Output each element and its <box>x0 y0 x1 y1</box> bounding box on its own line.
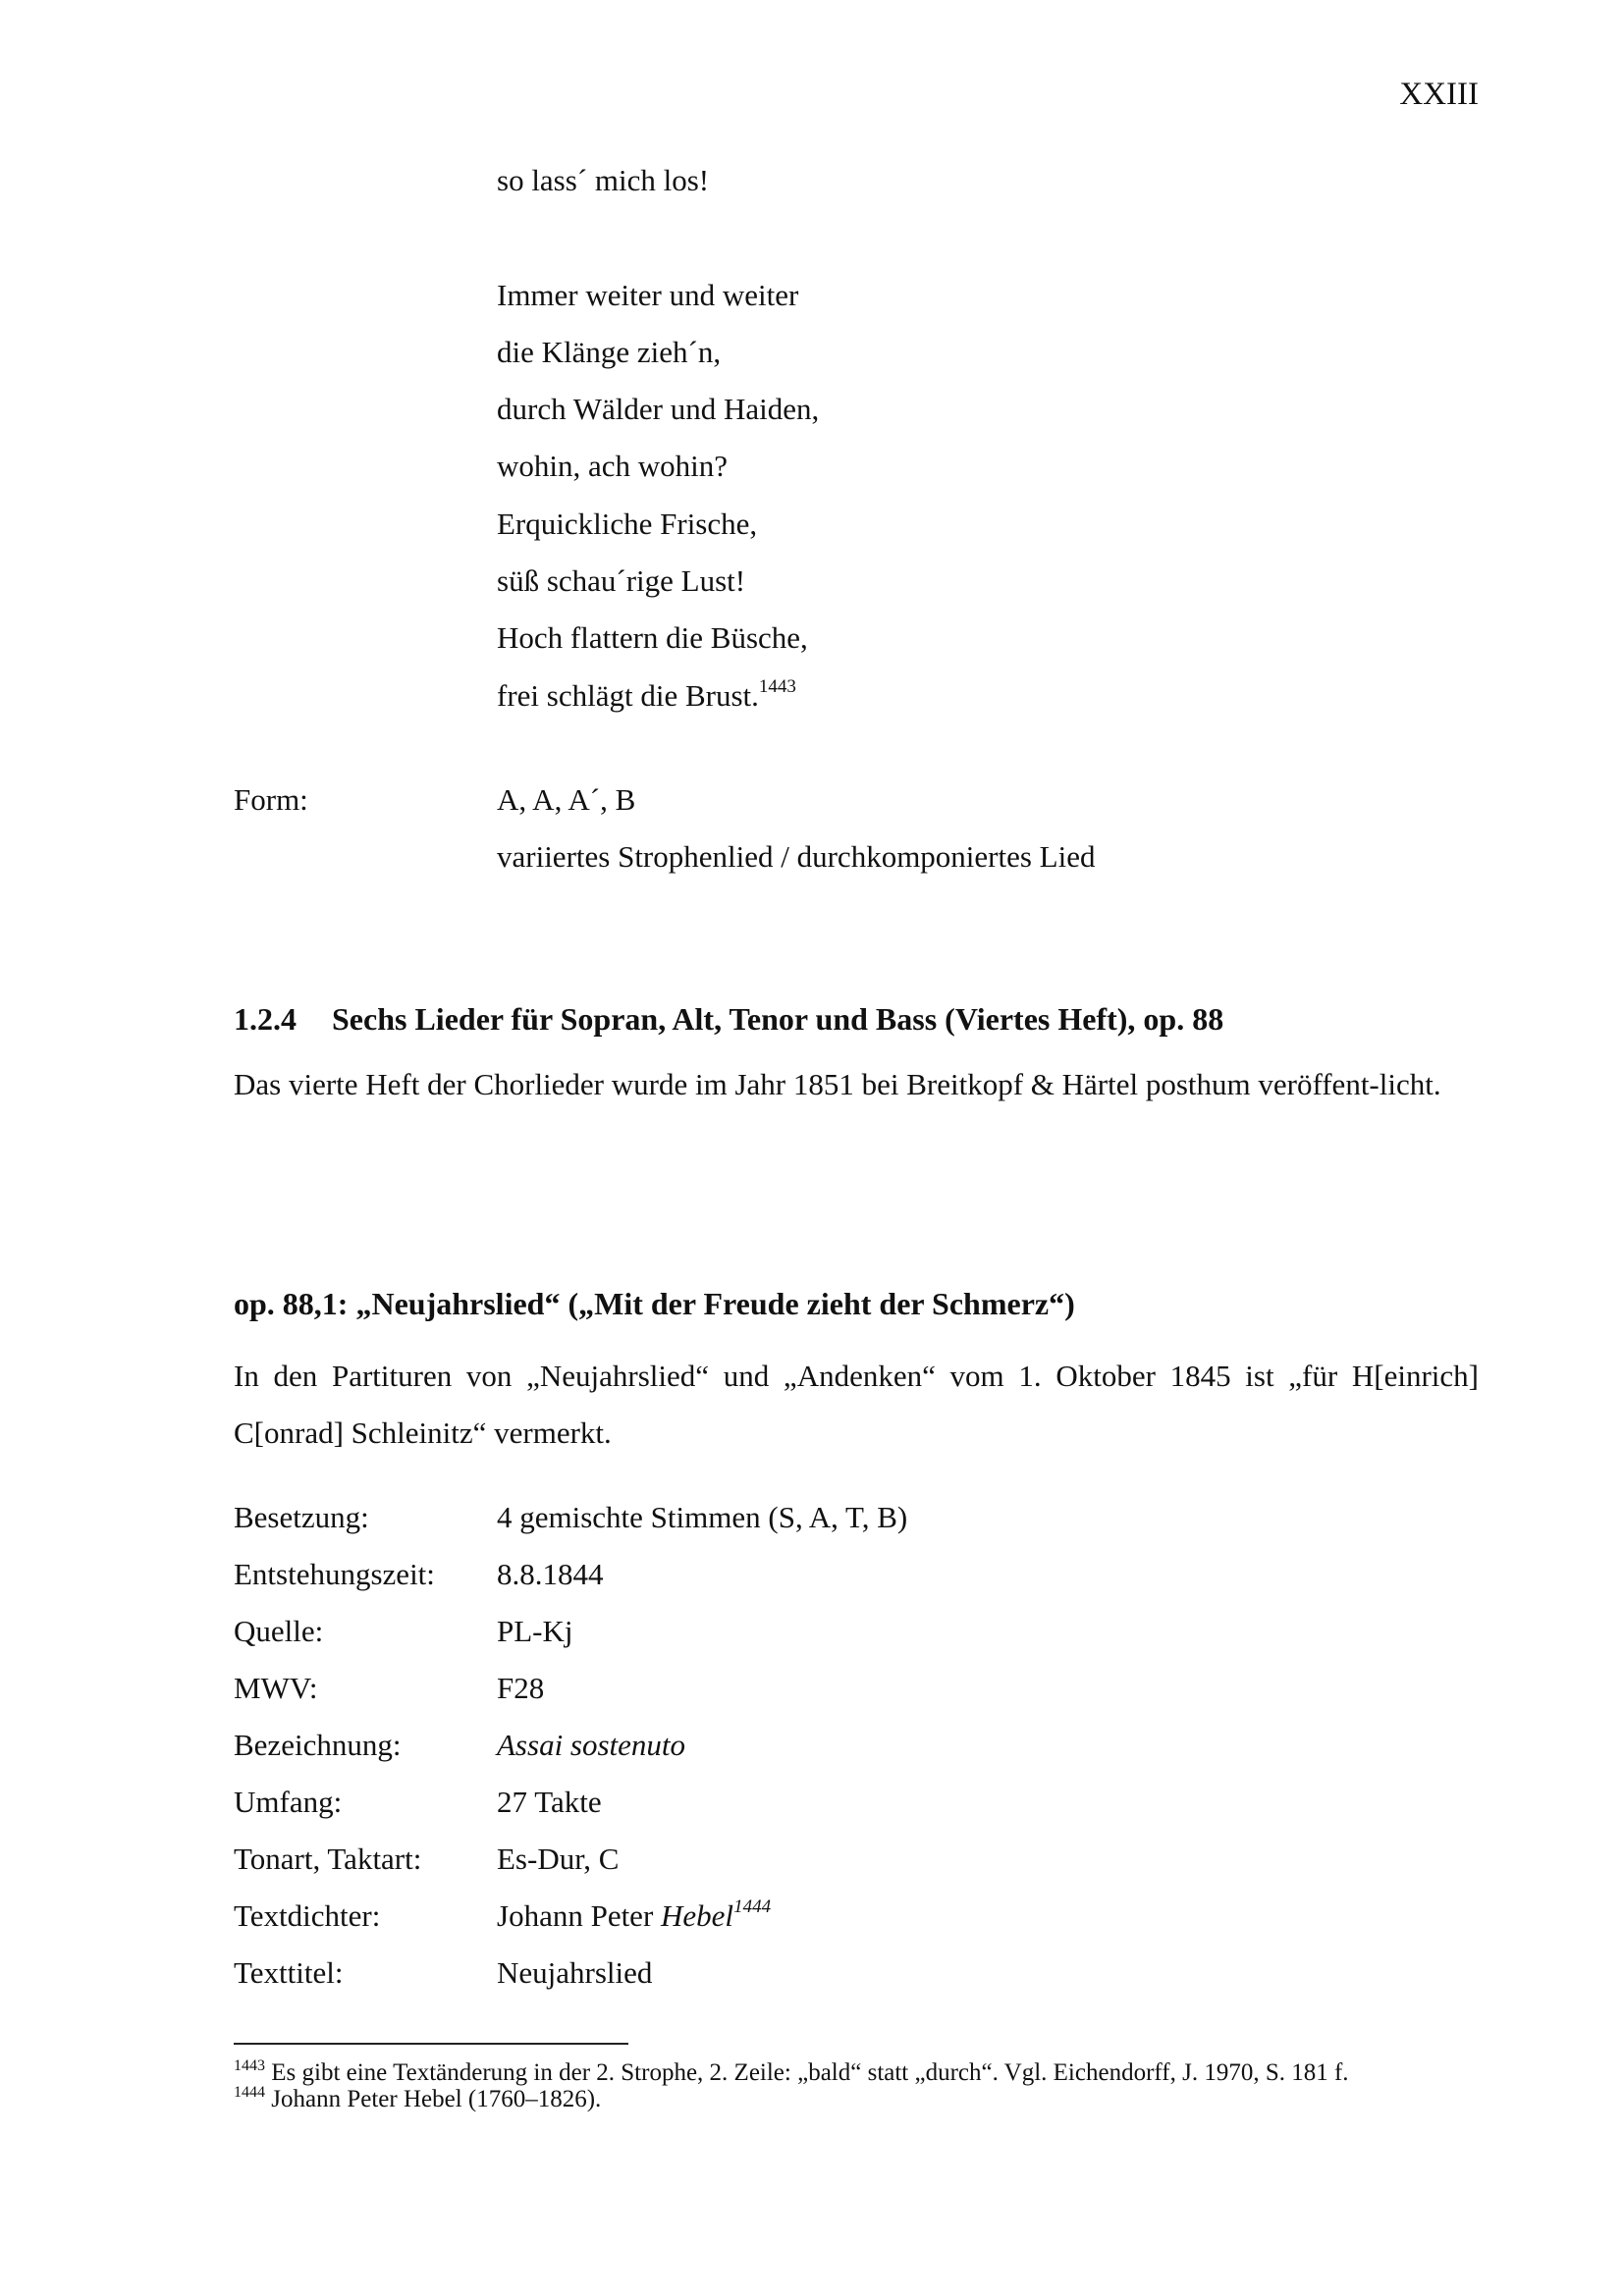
poem-line: die Klänge zieh´n, <box>497 334 722 369</box>
author-first-names: Johann Peter <box>497 1898 662 1933</box>
poem-line: so lass´ mich los! <box>497 163 710 197</box>
meta-value: 27 Takte <box>497 1785 602 1819</box>
meta-label: Besetzung: <box>234 1500 369 1534</box>
meta-value: F28 <box>497 1671 545 1705</box>
meta-row-umfang <box>234 1774 907 1831</box>
poem-line: Erquickliche Frische, <box>497 506 758 541</box>
footnote-1444 <box>234 2086 1479 2112</box>
poem-line: wohin, ach wohin? <box>497 449 729 484</box>
meta-value: Neujahrslied <box>497 1955 653 1990</box>
footnote-number: 1444 <box>234 2084 265 2101</box>
metadata-table <box>234 1489 907 2002</box>
meta-row-tonart <box>234 1831 907 1888</box>
meta-value: 8.8.1844 <box>497 1557 604 1591</box>
subsection-heading: op. 88,1: „Neujahrslied“ („Mit der Freude zieht der Schmerz“) <box>234 1286 1075 1321</box>
poem-line: Hoch flattern die Büsche, <box>497 620 808 656</box>
section-heading <box>234 1001 1223 1038</box>
meta-label: Quelle: <box>234 1614 324 1648</box>
poem-line: durch Wälder und Haiden, <box>497 392 820 427</box>
meta-row-bezeichnung <box>234 1717 907 1774</box>
form-value: A, A, A´, B <box>497 782 636 817</box>
poem-line-last <box>497 667 819 724</box>
footnote-1443 <box>234 2059 1479 2086</box>
meta-label: Texttitel: <box>234 1955 344 1990</box>
meta-value <box>497 1888 771 1945</box>
meta-label: Bezeichnung: <box>234 1728 402 1762</box>
section-body: Das vierte Heft der Chorlieder wurde im Jahr 1851 bei Breitkopf & Härtel posthum veröffent-licht. <box>234 1067 1441 1101</box>
meta-row-textdichter <box>234 1888 907 1945</box>
meta-row-entstehungszeit <box>234 1546 907 1603</box>
meta-label: Textdichter: <box>234 1898 381 1933</box>
poem-line: süß schau´rige Lust! <box>497 563 746 599</box>
footnote-text: Es gibt eine Textänderung in der 2. Strophe, 2. Zeile: „bald“ statt „durch“. Vgl. Eichendorff, J. 1970, S. 181 f. <box>265 2059 1349 2086</box>
meta-value: Assai sostenuto <box>497 1728 686 1762</box>
footnote-ref-1444[interactable]: 1444 <box>733 1896 772 1917</box>
footnote-number: 1443 <box>234 2057 265 2074</box>
meta-row-mwv <box>234 1660 907 1717</box>
subsection-body: In den Partituren von „Neujahrslied“ und „Andenken“ vom 1. Oktober 1845 ist „für H[einrich] C[onrad] Schleinitz“ vermerkt. <box>234 1359 1479 1450</box>
form-label: Form: <box>234 782 308 817</box>
poem-line-text: frei schlägt die Brust. <box>497 677 759 713</box>
section-number: 1.2.4 <box>234 1001 297 1037</box>
meta-label: Tonart, Taktart: <box>234 1842 422 1876</box>
footnote-separator <box>234 2043 628 2045</box>
meta-value: 4 gemischte Stimmen (S, A, T, B) <box>497 1500 908 1534</box>
meta-row-texttitel <box>234 1945 907 2002</box>
form-type: variiertes Strophenlied / durchkomponiertes Lied <box>497 839 1096 874</box>
poem-block <box>497 152 819 724</box>
meta-label: MWV: <box>234 1671 318 1705</box>
stanza-break <box>497 209 819 266</box>
footnotes <box>234 2059 1479 2112</box>
author-surname: Hebel <box>661 1898 734 1933</box>
footnote-text: Johann Peter Hebel (1760–1826). <box>265 2086 602 2112</box>
meta-value: PL-Kj <box>497 1614 573 1648</box>
meta-label: Umfang: <box>234 1785 343 1819</box>
meta-value: Es-Dur, C <box>497 1842 620 1876</box>
meta-row-besetzung <box>234 1489 907 1546</box>
section-title: Sechs Lieder für Sopran, Alt, Tenor und Bass (Viertes Heft), op. 88 <box>332 1001 1224 1037</box>
footnote-ref-1443[interactable]: 1443 <box>758 675 796 697</box>
page-number: XXIII <box>1399 77 1479 112</box>
poem-line: Immer weiter und weiter <box>497 277 799 312</box>
form-block <box>234 772 1096 885</box>
meta-row-quelle <box>234 1603 907 1660</box>
meta-label: Entstehungszeit: <box>234 1557 435 1591</box>
